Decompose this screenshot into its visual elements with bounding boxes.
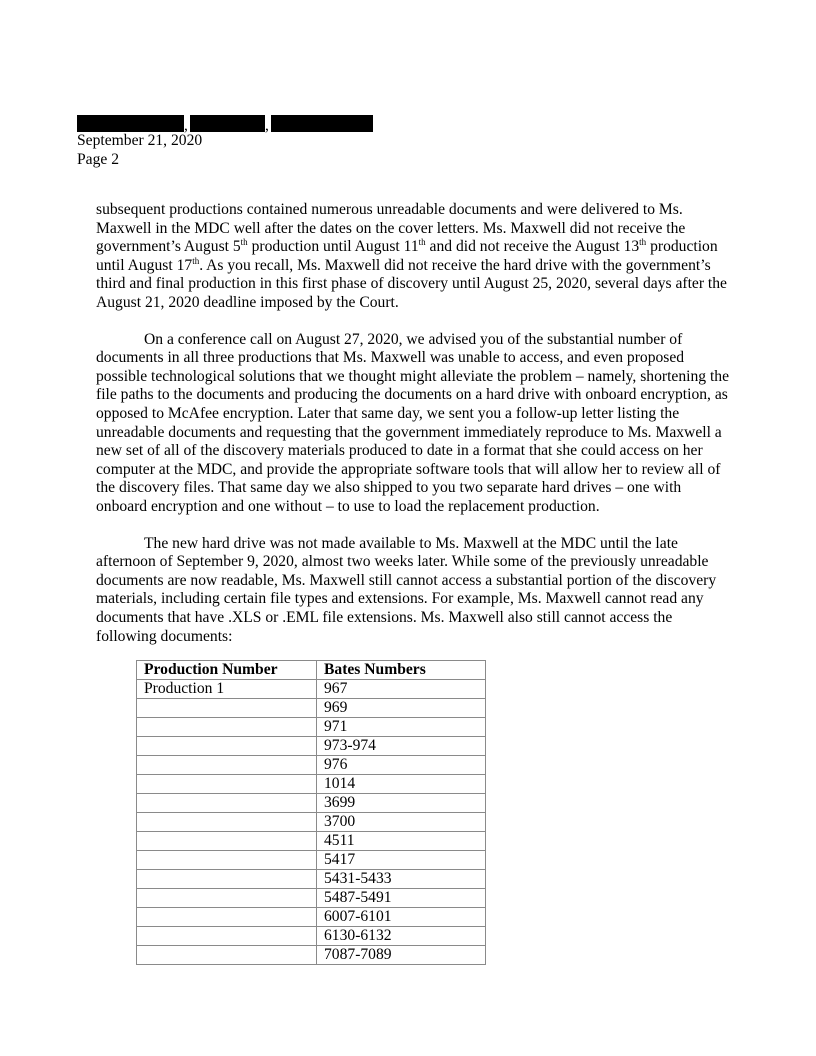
bates-number-cell: 976 <box>317 756 486 775</box>
production-number-cell <box>137 889 317 908</box>
column-header-production-number: Production Number <box>137 661 317 680</box>
bates-number-cell: 967 <box>317 680 486 699</box>
production-number-cell <box>137 927 317 946</box>
table-row <box>137 737 486 756</box>
production-number-cell <box>137 908 317 927</box>
page-number: Page 2 <box>77 150 120 168</box>
bates-number-cell: 5431-5433 <box>317 870 486 889</box>
bates-number-cell: 5487-5491 <box>317 889 486 908</box>
table-row <box>137 756 486 775</box>
production-number-cell <box>137 699 317 718</box>
bates-number-cell: 6007-6101 <box>317 908 486 927</box>
unreadable-documents-table <box>136 660 486 965</box>
letter-date: September 21, 2020 <box>77 132 203 149</box>
table-row <box>137 870 486 889</box>
table-row <box>137 908 486 927</box>
table-row <box>137 794 486 813</box>
bates-number-cell: 971 <box>317 718 486 737</box>
paragraph-new-hard-drive: The new hard drive was not made available to Ms. Maxwell at the MDC until the late afternoon of September 9, 2020, almost two weeks later. While some of the previously unreadable documents are now readable, Ms. Maxwell still cannot access a substantial portion of the discovery materials, including certain file types and extensions. For example, Ms. Maxwell cannot read any documents that have .XLS or .EML file extensions. Ms. Maxwell also still cannot access the following documents: <box>96 534 717 645</box>
production-number-cell <box>137 851 317 870</box>
bates-number-cell: 969 <box>317 699 486 718</box>
bates-number-cell: 1014 <box>317 775 486 794</box>
table-row <box>137 832 486 851</box>
table-row <box>137 680 486 699</box>
production-number-cell <box>137 832 317 851</box>
table-row <box>137 699 486 718</box>
bates-number-cell: 3699 <box>317 794 486 813</box>
table-row <box>137 813 486 832</box>
table-row <box>137 775 486 794</box>
table-row <box>137 946 486 965</box>
production-number-cell <box>137 756 317 775</box>
bates-number-cell: 3700 <box>317 813 486 832</box>
production-number-cell <box>137 813 317 832</box>
paragraph-conference-call: On a conference call on August 27, 2020, we advised you of the substantial number of documents in all three productions that Ms. Maxwell was unable to access, and even proposed possible technological solutions that we thought might alleviate the problem – namely, shortening the file paths to the documents and producing the documents on a hard drive with onboard encryption, as opposed to McAfee encryption. Later that same day, we sent you a follow-up letter listing the unreadable documents and requesting that the government immediately reproduce to Ms. Maxwell a new set of all of the discovery materials produced to date in a format that she could access on her computer at the MDC, and provide the appropriate software tools that will allow her to review all of the discovery files. That same day we also shipped to you two separate hard drives – one with onboard encryption and one without – to use to load the replacement production. <box>96 330 730 515</box>
production-number-cell <box>137 870 317 889</box>
production-number-cell: Production 1 <box>137 680 317 699</box>
bates-number-cell: 4511 <box>317 832 486 851</box>
letter-header <box>77 114 373 169</box>
table-row <box>137 851 486 870</box>
table-row <box>137 927 486 946</box>
bates-number-cell: 973-974 <box>317 737 486 756</box>
redaction-block <box>271 115 373 132</box>
redaction-block <box>190 115 265 132</box>
table-row <box>137 889 486 908</box>
table-row <box>137 718 486 737</box>
letter-body <box>96 201 736 665</box>
production-number-cell <box>137 737 317 756</box>
production-number-cell <box>137 794 317 813</box>
redaction-block <box>77 115 184 132</box>
bates-number-cell: 7087-7089 <box>317 946 486 965</box>
bates-number-cell: 6130-6132 <box>317 927 486 946</box>
redacted-addressee-line: , , <box>77 114 373 132</box>
production-number-cell <box>137 946 317 965</box>
production-number-cell <box>137 775 317 794</box>
column-header-bates-numbers: Bates Numbers <box>317 661 486 680</box>
paragraph-productions-delay: subsequent productions contained numerous unreadable documents and were delivered to Ms. Maxwell in the MDC well after the dates on the cover letters. Ms. Maxwell did not receive the government’s August 5th production until August 11th and did not receive the August 13th production until August 17th. As you recall, Ms. Maxwell did not receive the hard drive with the government’s third and final production in this first phase of discovery until August 25, 2020, several days after the August 21, 2020 deadline imposed by the Court. <box>96 201 727 311</box>
table-header-row <box>137 661 486 680</box>
production-number-cell <box>137 718 317 737</box>
bates-number-cell: 5417 <box>317 851 486 870</box>
